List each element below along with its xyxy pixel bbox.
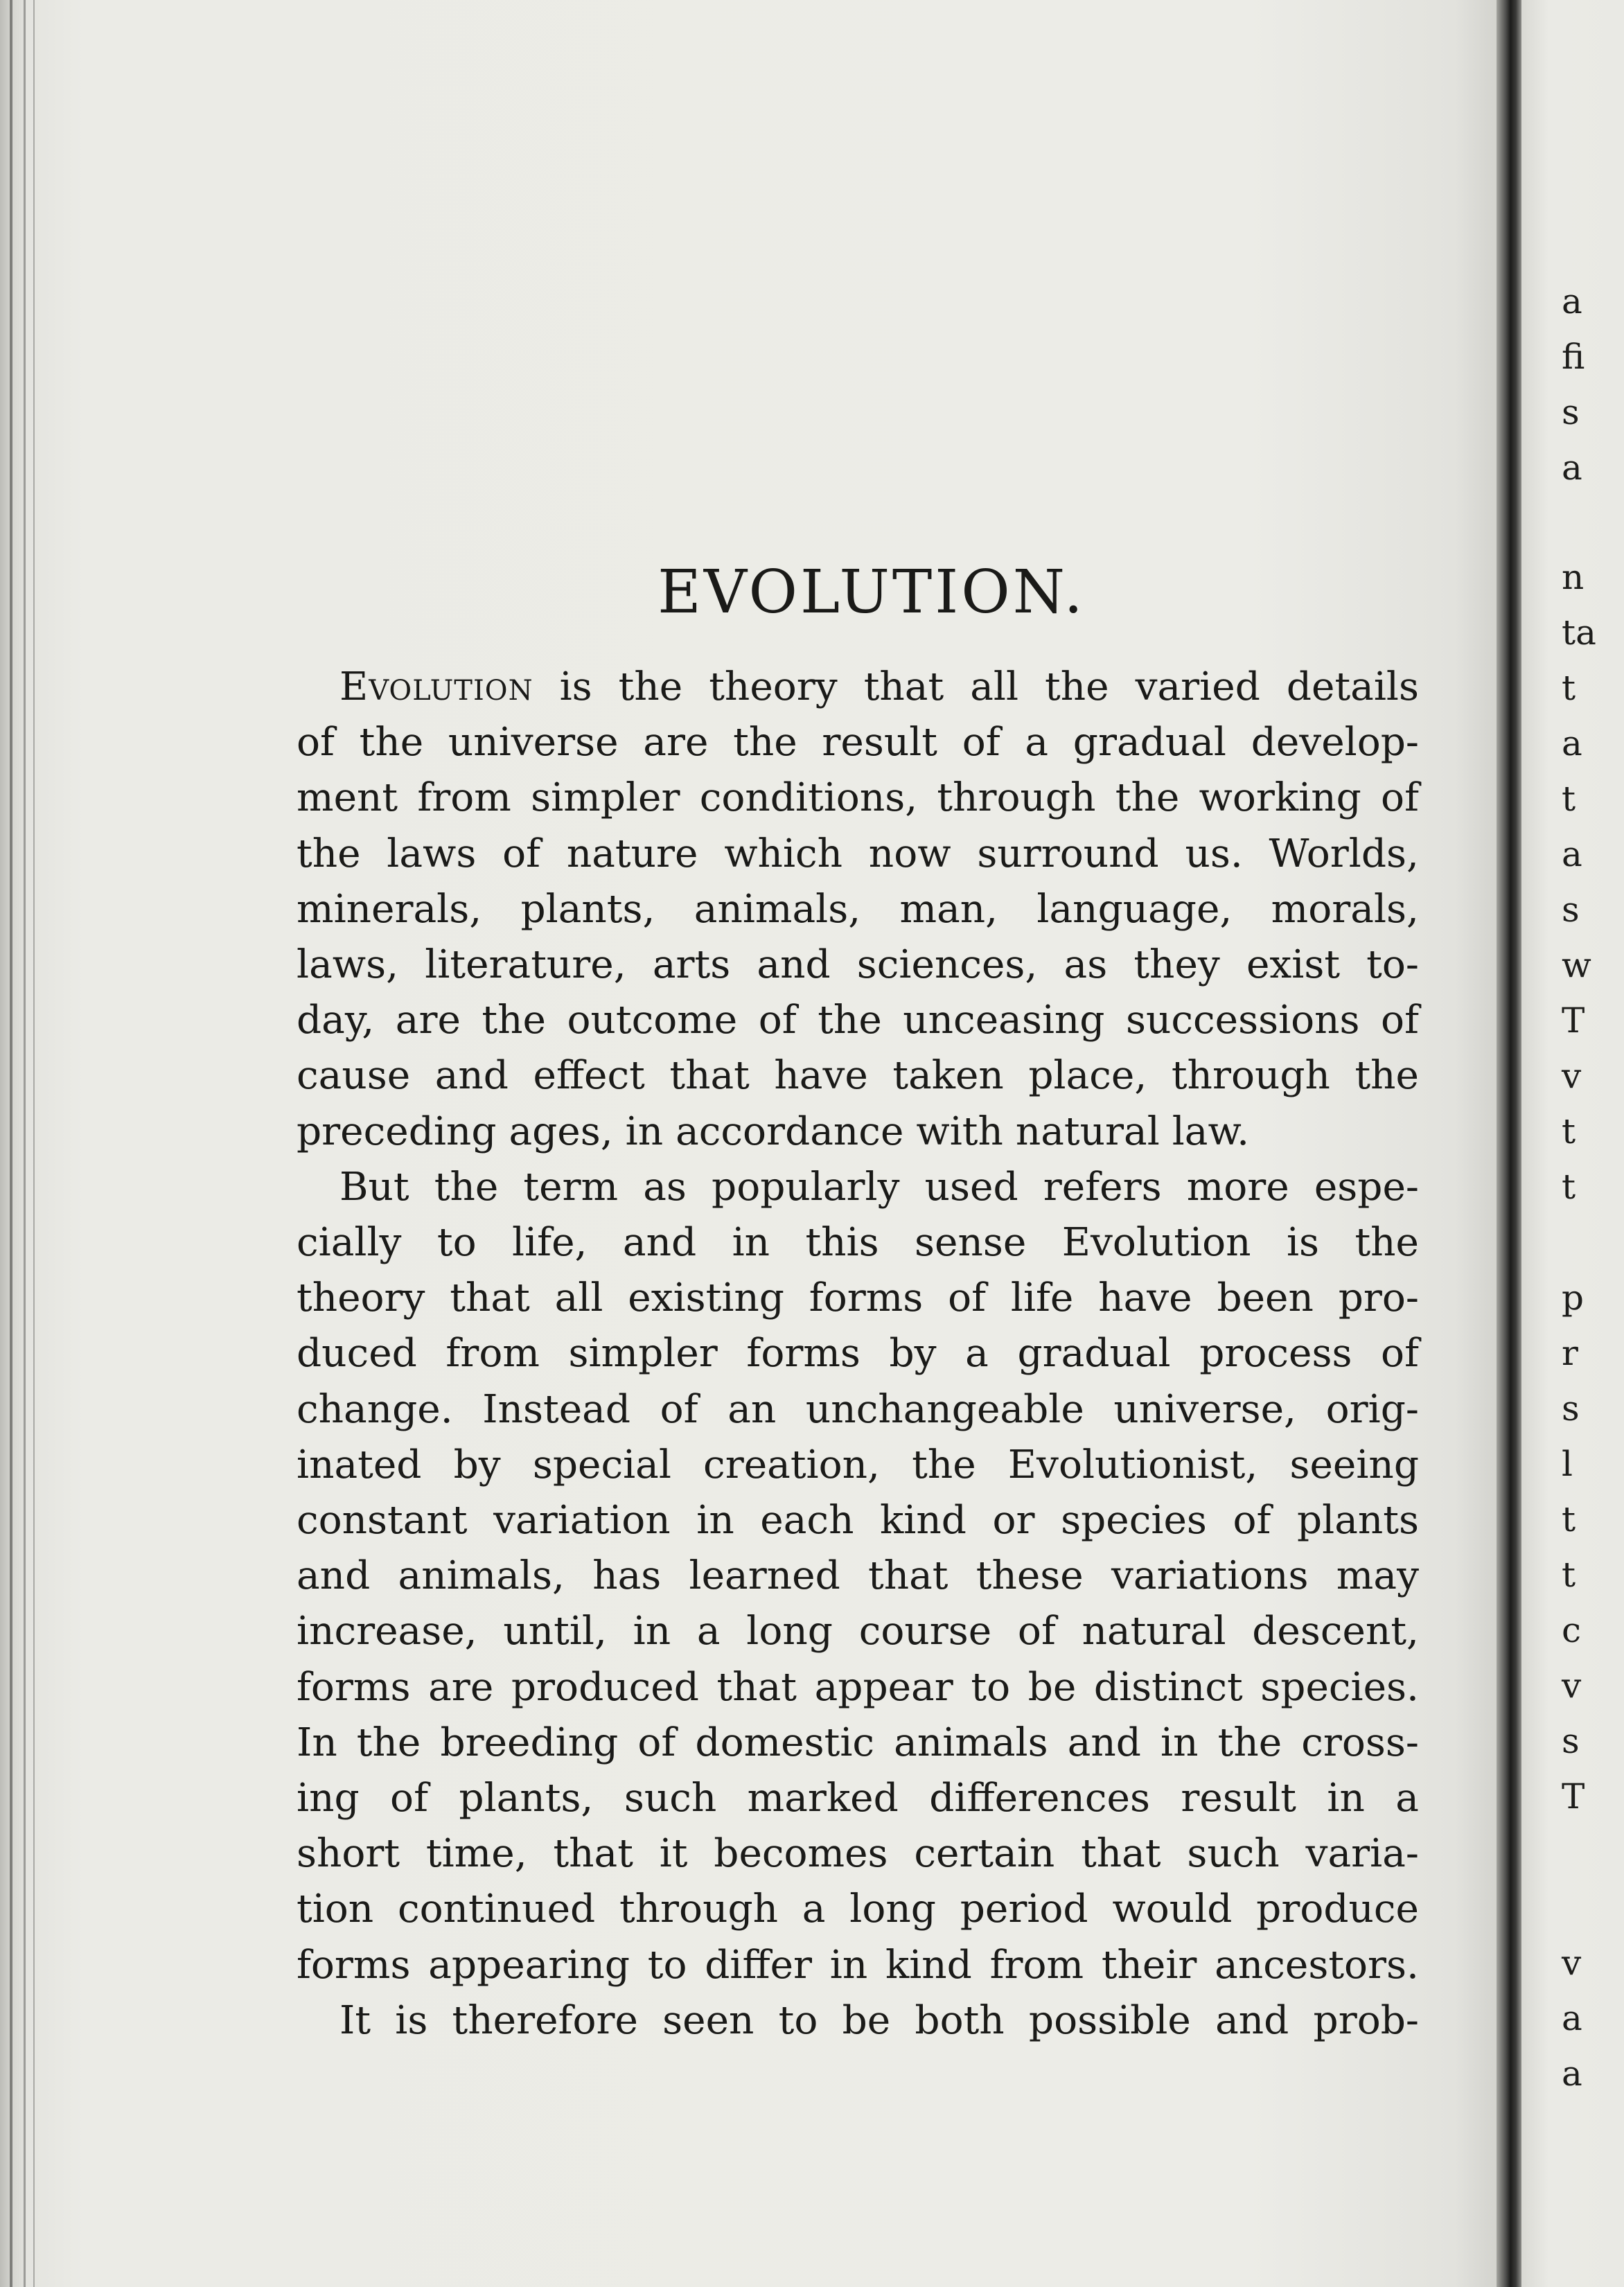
text-line: short time, that it becomes certain that such varia- <box>297 1831 1419 1877</box>
facing-page <box>1521 0 1624 2287</box>
text-line: It is therefore seen to be both possible and prob- <box>339 1997 1419 2043</box>
book-gutter <box>1497 0 1521 2287</box>
text-line: ment from simpler conditions, through the working of <box>297 775 1419 821</box>
facing-page-fragment: l <box>1562 1444 1573 1484</box>
text-line: forms are produced that appear to be distinct species. <box>297 1664 1419 1710</box>
facing-page-fragment: t <box>1562 1499 1576 1539</box>
text-line: cause and effect that have taken place, through the <box>297 1053 1419 1099</box>
facing-page-fragment: t <box>1562 668 1576 708</box>
text-line: preceding ages, in accordance with natural law. <box>297 1109 1250 1154</box>
text-line: the laws of nature which now surround us. Worlds, <box>297 831 1419 876</box>
facing-page-fragment: a <box>1562 281 1582 321</box>
facing-page-fragment: s <box>1562 890 1580 930</box>
text-line: change. Instead of an unchangeable universe, orig- <box>297 1386 1419 1432</box>
facing-page-fragment: s <box>1562 392 1580 432</box>
facing-page-fragment: v <box>1562 1943 1582 1983</box>
facing-page-fragment: a <box>1562 834 1582 874</box>
facing-page-fragment: fi <box>1562 337 1585 377</box>
facing-page-fragment: t <box>1562 1167 1576 1207</box>
text-line: laws, literature, arts and sciences, as they exist to- <box>297 942 1419 988</box>
facing-page-fragment: s <box>1562 1388 1580 1429</box>
text-line: But the term as popularly used refers more espe- <box>339 1164 1419 1210</box>
facing-page-fragment: c <box>1562 1610 1582 1650</box>
paragraph-3 <box>297 1993 1419 2049</box>
facing-page-fragment: s <box>1562 1721 1580 1761</box>
text-line: cially to life, and in this sense Evolution is the <box>297 1220 1419 1266</box>
text-line: Evolution is the theory that all the varied details <box>339 664 1419 709</box>
text-line: In the breeding of domestic animals and in the cross- <box>297 1720 1419 1765</box>
lead-word: Evolution <box>339 664 533 709</box>
facing-page-fragment: a <box>1562 448 1582 488</box>
text-line: increase, until, in a long course of natural descent, <box>297 1609 1419 1654</box>
facing-page-fragment: T <box>1562 1776 1585 1817</box>
text-line: and animals, has learned that these variations may <box>297 1553 1419 1599</box>
text-line: tion continued through a long period would produce <box>297 1887 1419 1932</box>
facing-page-fragment: T <box>1562 1000 1585 1041</box>
text-block <box>297 554 1419 2049</box>
paragraph-1 <box>297 660 1419 1160</box>
facing-page-fragment: ta <box>1562 612 1596 653</box>
text-line: constant variation in each kind or species of plants <box>297 1498 1419 1544</box>
page-edge-line <box>24 0 26 2287</box>
page-edge-line <box>10 0 12 2287</box>
text-line: theory that all existing forms of life have been pro- <box>297 1275 1419 1321</box>
text-line: day, are the outcome of the unceasing successions of <box>297 998 1419 1043</box>
facing-page-fragment: r <box>1562 1333 1578 1373</box>
facing-page-fragment: a <box>1562 2054 1582 2094</box>
paragraph-2 <box>297 1160 1419 1993</box>
facing-page-fragment: t <box>1562 1555 1576 1595</box>
facing-page-fragment: a <box>1562 723 1582 763</box>
text-line: duced from simpler forms by a gradual process of <box>297 1331 1419 1377</box>
page-title: EVOLUTION. <box>657 558 1086 627</box>
text-line: inated by special creation, the Evolutionist, seeing <box>297 1442 1419 1487</box>
facing-page-fragment: n <box>1562 557 1585 597</box>
text-line: ing of plants, such marked differences result in a <box>297 1776 1419 1821</box>
text-line: forms appearing to differ in kind from their ancestors. <box>297 1942 1419 1988</box>
facing-page-fragment: v <box>1562 1666 1582 1706</box>
facing-page-fragment: a <box>1562 1998 1582 2038</box>
facing-page-fragment: w <box>1562 945 1591 985</box>
facing-page-fragment: p <box>1562 1278 1585 1318</box>
page-edge-line <box>33 0 35 2287</box>
text-line: minerals, plants, animals, man, language, morals, <box>297 886 1419 932</box>
text-line: of the universe are the result of a gradual develop- <box>297 720 1419 766</box>
facing-page-fragment: v <box>1562 1056 1582 1096</box>
facing-page-fragment: t <box>1562 1111 1576 1151</box>
facing-page-fragment: t <box>1562 779 1576 819</box>
